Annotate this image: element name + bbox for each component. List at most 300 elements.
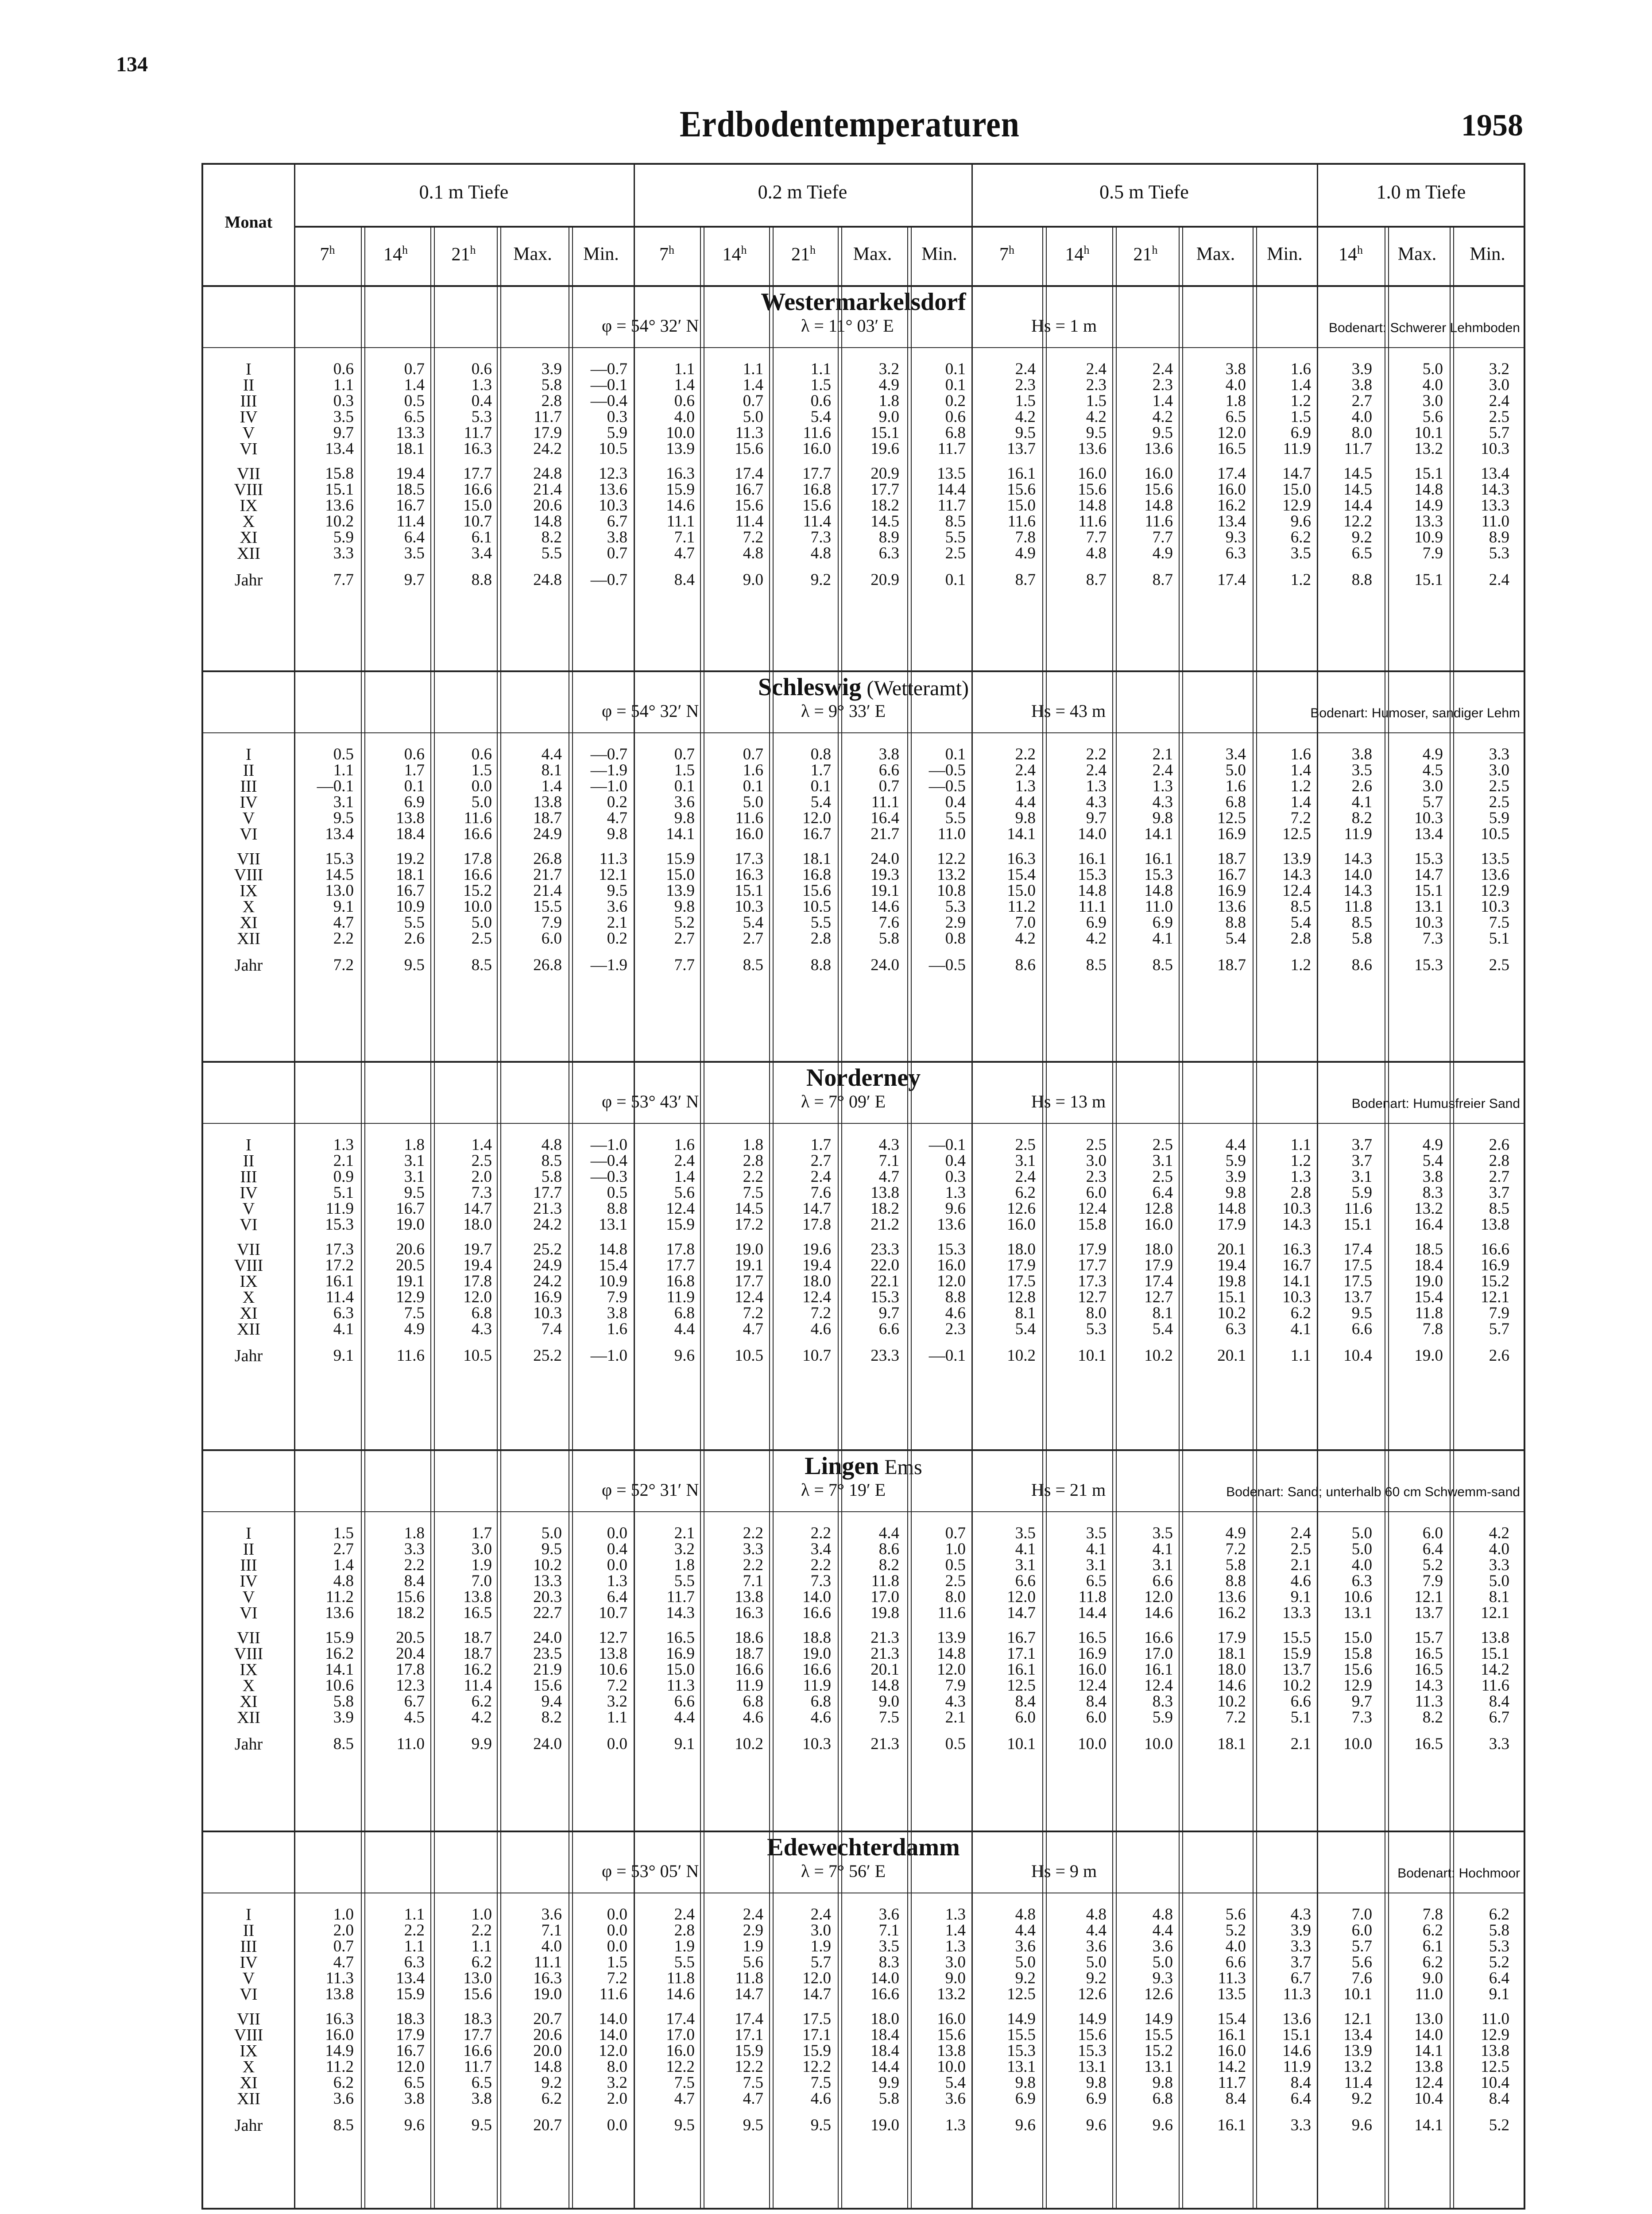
table-cell: 17.5: [1343, 1256, 1372, 1274]
table-cell: 2.5: [1152, 1136, 1173, 1154]
table-cell: 9.2: [541, 2074, 562, 2092]
table-cell: 2.3: [1086, 1168, 1106, 1186]
table-cell: 12.4: [1078, 1200, 1106, 1218]
table-cell: 1.5: [1015, 392, 1036, 410]
table-row: [203, 763, 1524, 778]
table-cell: 14.9: [325, 2042, 354, 2060]
table-cell: 4.6: [810, 2090, 831, 2108]
table-cell: 17.3: [325, 1240, 354, 1258]
table-cell: 9.5: [674, 2116, 695, 2134]
table-cell: 2.4: [1290, 1524, 1311, 1542]
table-cell: 6.8: [743, 1692, 763, 1711]
table-row: [203, 361, 1524, 377]
table-cell: 19.0: [533, 1985, 562, 2003]
table-cell: 11.1: [871, 793, 899, 811]
station-name: [203, 673, 1524, 701]
table-cell: 4.4: [541, 745, 562, 763]
table-cell: 2.5: [1086, 1136, 1106, 1154]
longitude: λ = 9° 33′ E: [801, 701, 886, 721]
table-cell: 15.6: [1007, 480, 1036, 499]
table-cell: 14.6: [666, 496, 695, 515]
table-cell: 6.2: [541, 2090, 562, 2108]
table-cell: 3.3: [1489, 1556, 1509, 1574]
station-name-text: Lingen: [805, 1452, 879, 1480]
table-cell: 24.8: [533, 464, 562, 483]
table-cell: 10.9: [1414, 528, 1443, 546]
table-cell: 3.6: [1152, 1937, 1173, 1955]
page-number: 134: [116, 53, 148, 76]
table-cell: 14.1: [666, 825, 695, 843]
table-cell: 6.8: [1225, 793, 1246, 811]
table-cell: 5.4: [945, 2074, 966, 2092]
table-cell: 0.7: [674, 745, 695, 763]
table-cell: 15.3: [1078, 2042, 1106, 2060]
table-row: [203, 1525, 1524, 1541]
table-cell: 10.0: [666, 424, 695, 442]
table-cell: 11.8: [1344, 898, 1372, 916]
table-row: [203, 1605, 1524, 1621]
table-row: [203, 794, 1524, 810]
table-cell: 8.8: [1351, 571, 1372, 589]
table-cell: 11.1: [1078, 898, 1106, 916]
table-cell: 16.0: [1144, 464, 1173, 483]
table-cell: 16.5: [666, 1629, 695, 1647]
table-cell: 15.2: [463, 882, 492, 900]
table-cell: 15.6: [1343, 1660, 1372, 1679]
table-cell: 5.9: [333, 528, 354, 546]
table-cell: 3.2: [1489, 360, 1509, 378]
table-row: [203, 1986, 1524, 2002]
depth-label: 0.1 m Tiefe: [419, 181, 509, 203]
table-cell: 17.7: [533, 1184, 562, 1202]
table-cell: 17.9: [1217, 1215, 1246, 1234]
table-cell: 0.6: [945, 408, 966, 426]
table-cell: 11.7: [1344, 440, 1372, 458]
table-cell: 5.8: [541, 376, 562, 394]
table-cell: 1.7: [471, 1524, 492, 1542]
month-label: I: [246, 745, 251, 764]
table-cell: 18.1: [802, 850, 831, 868]
table-cell: 16.7: [802, 825, 831, 843]
table-cell: 13.4: [1481, 464, 1509, 483]
table-cell: 4.7: [607, 809, 627, 827]
table-cell: 1.3: [1290, 1168, 1311, 1186]
table-cell: 4.2: [1015, 408, 1036, 426]
table-cell: 3.7: [1351, 1152, 1372, 1170]
table-row: [203, 1258, 1524, 1273]
table-cell: 14.3: [666, 1604, 695, 1622]
table-cell: 4.1: [1351, 793, 1372, 811]
table-cell: 16.2: [1217, 1604, 1246, 1622]
table-cell: 9.2: [1086, 1969, 1106, 1987]
table-cell: 15.6: [802, 496, 831, 515]
table-cell: 3.0: [1489, 761, 1509, 779]
table-cell: 1.4: [1290, 376, 1311, 394]
table-cell: 1.4: [404, 376, 425, 394]
table-cell: 15.4: [1414, 1288, 1443, 1306]
table-cell: 9.8: [1015, 809, 1036, 827]
table-cell: 16.3: [735, 1604, 763, 1622]
table-cell: 14.9: [1414, 496, 1443, 515]
table-cell: 16.3: [735, 866, 763, 884]
table-cell: 16.0: [1078, 464, 1106, 483]
table-cell: 5.8: [333, 1692, 354, 1711]
table-cell: 5.5: [810, 913, 831, 932]
table-cell: 11.4: [325, 1288, 354, 1306]
table-cell: 17.7: [870, 480, 899, 499]
table-cell: 0.0: [607, 1921, 627, 1939]
table-cell: 10.2: [1007, 1347, 1036, 1365]
table-row: [203, 1185, 1524, 1201]
table-cell: 13.2: [1343, 2058, 1372, 2076]
table-cell: 8.1: [1152, 1304, 1173, 1322]
month-label: VII: [237, 464, 260, 483]
table-cell: 13.8: [533, 793, 562, 811]
table-cell: 5.5: [541, 544, 562, 562]
table-cell: 17.8: [463, 850, 492, 868]
table-cell: 2.2: [404, 1556, 425, 1574]
table-cell: 6.9: [1152, 913, 1173, 932]
table-cell: 6.0: [1086, 1184, 1106, 1202]
table-cell: 8.8: [1225, 913, 1246, 932]
table-cell: 0.7: [878, 777, 899, 795]
table-cell: 6.8: [471, 1304, 492, 1322]
table-cell: 16.0: [735, 825, 763, 843]
table-cell: 4.0: [674, 408, 695, 426]
table-cell: 19.0: [1414, 1347, 1443, 1365]
table-cell: 10.1: [1078, 1347, 1106, 1365]
longitude: λ = 7° 19′ E: [801, 1480, 886, 1500]
table-cell: 3.0: [1489, 376, 1509, 394]
table-cell: 3.6: [1086, 1937, 1106, 1955]
table-cell: 10.3: [1481, 898, 1509, 916]
table-cell: 3.0: [1422, 777, 1443, 795]
group-divider: [294, 165, 295, 2208]
table-cell: 10.0: [1144, 1735, 1173, 1753]
table-cell: 14.1: [1282, 1272, 1311, 1290]
station-name: [203, 1452, 1524, 1480]
table-cell: 2.4: [743, 1905, 763, 1924]
table-cell: 3.8: [878, 745, 899, 763]
table-cell: 6.0: [541, 929, 562, 948]
table-cell: 17.4: [1217, 571, 1246, 589]
table-cell: 0.7: [607, 544, 627, 562]
table-cell: 8.2: [878, 1556, 899, 1574]
table-cell: 3.4: [1225, 745, 1246, 763]
table-cell: 4.2: [1152, 408, 1173, 426]
table-cell: 9.8: [607, 825, 627, 843]
table-cell: 6.4: [1489, 1969, 1509, 1987]
table-cell: —1.0: [590, 1347, 627, 1365]
table-cell: 1.1: [404, 1937, 425, 1955]
table-cell: 10.2: [1282, 1676, 1311, 1695]
table-cell: 11.0: [1481, 2010, 1509, 2028]
table-cell: 17.5: [1007, 1272, 1036, 1290]
table-cell: 2.4: [1015, 360, 1036, 378]
table-cell: 0.6: [471, 360, 492, 378]
table-cell: 14.7: [1282, 464, 1311, 483]
table-cell: 8.5: [1351, 913, 1372, 932]
table-cell: 11.1: [666, 512, 695, 530]
table-cell: 18.4: [1414, 1256, 1443, 1274]
table-cell: 12.5: [1282, 825, 1311, 843]
table-cell: —0.3: [590, 1168, 627, 1186]
table-cell: 10.3: [1282, 1200, 1311, 1218]
table-cell: 8.1: [1015, 1304, 1036, 1322]
table-cell: 4.3: [1152, 793, 1173, 811]
table-cell: 11.4: [464, 1676, 492, 1695]
table-cell: 9.2: [1351, 2090, 1372, 2108]
table-cell: 16.9: [1217, 825, 1246, 843]
table-cell: 17.0: [1144, 1645, 1173, 1663]
table-cell: 4.6: [743, 1708, 763, 1726]
table-cell: 17.4: [1343, 1240, 1372, 1258]
table-cell: 7.2: [607, 1676, 627, 1695]
table-cell: 16.8: [666, 1272, 695, 1290]
table-cell: 14.1: [1144, 825, 1173, 843]
table-cell: 20.1: [1217, 1347, 1246, 1365]
table-cell: 11.6: [803, 424, 831, 442]
table-cell: 15.0: [666, 866, 695, 884]
table-cell: 8.8: [945, 1288, 966, 1306]
month-label: XI: [240, 913, 258, 932]
table-cell: 5.3: [1086, 1320, 1106, 1338]
table-cell: 2.1: [607, 913, 627, 932]
table-cell: 16.1: [1078, 850, 1106, 868]
table-cell: 7.0: [471, 1572, 492, 1590]
table-cell: 6.9: [1086, 2090, 1106, 2108]
page-title: Erdbodentemperaturen: [680, 104, 1020, 145]
table-cell: 8.5: [1152, 956, 1173, 974]
table-cell: 2.7: [1489, 1168, 1509, 1186]
table-cell: 11.6: [1145, 512, 1173, 530]
table-cell: 5.9: [1351, 1184, 1372, 1202]
table-cell: 9.6: [1290, 512, 1311, 530]
table-cell: 15.1: [1282, 2026, 1311, 2044]
month-label: III: [240, 1168, 257, 1186]
table-cell: 13.3: [1282, 1604, 1311, 1622]
table-cell: 17.9: [1217, 1629, 1246, 1647]
table-cell: 4.7: [878, 1168, 899, 1186]
table-cell: 0.8: [945, 929, 966, 948]
table-cell: 0.6: [333, 360, 354, 378]
table-cell: 2.5: [471, 1152, 492, 1170]
table-cell: 14.8: [599, 1240, 627, 1258]
table-cell: 16.6: [1144, 1629, 1173, 1647]
table-cell: 1.0: [333, 1905, 354, 1924]
table-cell: 10.5: [599, 440, 627, 458]
table-cell: 17.8: [463, 1272, 492, 1290]
table-cell: 15.5: [533, 898, 562, 916]
table-cell: 18.0: [1217, 1660, 1246, 1679]
table-cell: 1.1: [1290, 1347, 1311, 1365]
table-cell: 3.0: [1422, 392, 1443, 410]
table-cell: 4.3: [1086, 793, 1106, 811]
table-cell: 6.2: [471, 1953, 492, 1971]
column-subheader: 14$^h$: [383, 244, 408, 265]
table-row: [203, 883, 1524, 899]
table-cell: 16.0: [937, 1256, 966, 1274]
table-cell: 9.5: [743, 2116, 763, 2134]
table-cell: 7.1: [674, 528, 695, 546]
table-cell: 15.4: [1007, 866, 1036, 884]
table-cell: 10.3: [802, 1735, 831, 1753]
table-cell: 13.1: [1343, 1604, 1372, 1622]
table-cell: 13.7: [1343, 1288, 1372, 1306]
table-cell: 2.9: [743, 1921, 763, 1939]
month-label: II: [243, 761, 255, 780]
table-cell: 5.0: [1351, 1524, 1372, 1542]
table-cell: 13.4: [1343, 2026, 1372, 2044]
table-cell: 6.9: [1015, 2090, 1036, 2108]
table-cell: 4.8: [810, 544, 831, 562]
table-cell: 5.0: [1489, 1572, 1509, 1590]
table-cell: 6.5: [404, 408, 425, 426]
table-cell: 2.2: [1086, 745, 1106, 763]
table-cell: 9.8: [674, 809, 695, 827]
table-cell: 6.3: [1225, 544, 1246, 562]
table-cell: 10.2: [325, 512, 354, 530]
table-cell: 19.4: [463, 1256, 492, 1274]
table-cell: 16.9: [1217, 882, 1246, 900]
table-cell: 5.4: [1422, 1152, 1443, 1170]
column-subheader: Min.: [1470, 244, 1505, 264]
table-cell: 2.2: [743, 1168, 763, 1186]
column-divider: [1179, 226, 1183, 2208]
table-cell: 8.3: [1152, 1692, 1173, 1711]
table-cell: 15.6: [802, 882, 831, 900]
table-cell: 0.0: [607, 1937, 627, 1955]
table-cell: 2.8: [1290, 1184, 1311, 1202]
table-cell: 6.2: [1422, 1921, 1443, 1939]
table-cell: 6.2: [1290, 1304, 1311, 1322]
table-cell: 18.2: [870, 1200, 899, 1218]
table-cell: 7.6: [810, 1184, 831, 1202]
table-cell: —0.1: [317, 777, 354, 795]
table-cell: 2.5: [471, 929, 492, 948]
table-cell: 24.2: [533, 1272, 562, 1290]
table-cell: 14.4: [1078, 1604, 1106, 1622]
table-cell: 4.9: [878, 376, 899, 394]
table-cell: 13.3: [396, 424, 425, 442]
table-cell: 2.5: [945, 1572, 966, 1590]
table-cell: 2.5: [1489, 777, 1509, 795]
month-label: VIII: [234, 480, 263, 499]
latitude: φ = 52° 31′ N: [602, 1480, 699, 1500]
table-cell: 4.0: [1225, 1937, 1246, 1955]
table-cell: 14.4: [937, 480, 966, 499]
table-cell: 4.2: [471, 1708, 492, 1726]
table-cell: 1.3: [945, 1937, 966, 1955]
table-cell: 13.5: [1217, 1985, 1246, 2003]
table-cell: 0.1: [743, 777, 763, 795]
table-cell: 13.8: [1414, 2058, 1443, 2076]
table-cell: 13.4: [325, 440, 354, 458]
table-cell: 0.7: [743, 745, 763, 763]
table-cell: 16.2: [463, 1660, 492, 1679]
month-label: VI: [240, 1985, 258, 2004]
table-cell: 15.6: [735, 496, 763, 515]
table-cell: 13.1: [599, 1215, 627, 1234]
table-cell: 3.7: [1290, 1953, 1311, 1971]
table-cell: 11.6: [1481, 1676, 1509, 1695]
table-cell: 8.4: [1489, 2090, 1509, 2108]
column-subheader: Max.: [513, 244, 552, 264]
table-cell: 2.5: [1152, 1168, 1173, 1186]
table-cell: 6.3: [333, 1304, 354, 1322]
table-cell: 4.8: [541, 1136, 562, 1154]
table-cell: 10.2: [1217, 1692, 1246, 1711]
table-cell: 8.6: [878, 1540, 899, 1558]
table-cell: 11.4: [1344, 2074, 1372, 2092]
table-cell: 2.5: [1489, 793, 1509, 811]
table-cell: 3.8: [1351, 376, 1372, 394]
table-cell: 9.0: [945, 1969, 966, 1987]
column-subheader: 7$^h$: [320, 244, 335, 265]
table-cell: 1.6: [1225, 777, 1246, 795]
table-cell: 16.6: [463, 480, 492, 499]
month-label: Jahr: [234, 1347, 263, 1365]
station-header-line: [203, 1511, 1524, 1512]
table-cell: 0.1: [945, 376, 966, 394]
table-cell: 9.5: [607, 882, 627, 900]
month-label: XII: [237, 929, 260, 948]
table-cell: 24.8: [533, 571, 562, 589]
station-height: Hs = 1 m: [1031, 316, 1097, 336]
table-cell: 12.9: [396, 1288, 425, 1306]
table-cell: 14.7: [802, 1200, 831, 1218]
table-cell: 16.0: [1078, 1660, 1106, 1679]
table-cell: 13.3: [1414, 512, 1443, 530]
table-cell: 2.3: [1152, 376, 1173, 394]
table-cell: 15.1: [325, 480, 354, 499]
table-cell: 15.9: [666, 480, 695, 499]
station-height: Hs = 43 m: [1031, 701, 1106, 721]
table-cell: 16.5: [1078, 1629, 1106, 1647]
table-cell: 1.2: [1290, 956, 1311, 974]
table-cell: 4.7: [743, 2090, 763, 2108]
table-cell: 15.5: [1282, 1629, 1311, 1647]
table-cell: 3.0: [471, 1540, 492, 1558]
table-cell: 5.0: [1351, 1540, 1372, 1558]
table-cell: 12.8: [1144, 1200, 1173, 1218]
table-cell: 24.0: [533, 1629, 562, 1647]
table-cell: 9.0: [878, 1692, 899, 1711]
table-cell: 11.8: [871, 1572, 899, 1590]
table-row: [203, 747, 1524, 763]
table-cell: 9.5: [333, 809, 354, 827]
table-cell: 18.1: [396, 440, 425, 458]
table-cell: 3.9: [1351, 360, 1372, 378]
table-cell: 9.5: [1152, 424, 1173, 442]
table-cell: 4.0: [1489, 1540, 1509, 1558]
table-cell: 13.3: [1481, 496, 1509, 515]
table-cell: 13.6: [599, 480, 627, 499]
table-cell: 1.0: [471, 1905, 492, 1924]
table-cell: 3.9: [1290, 1921, 1311, 1939]
table-cell: 10.4: [1414, 2090, 1443, 2108]
table-cell: 10.6: [599, 1660, 627, 1679]
table-cell: 13.1: [1078, 2058, 1106, 2076]
table-cell: 2.3: [945, 1320, 966, 1338]
station-height: Hs = 21 m: [1031, 1480, 1106, 1500]
table-cell: 18.5: [396, 480, 425, 499]
table-cell: 10.6: [1343, 1588, 1372, 1606]
table-cell: 12.4: [1144, 1676, 1173, 1695]
table-cell: 4.3: [1290, 1905, 1311, 1924]
table-cell: 10.7: [599, 1604, 627, 1622]
table-cell: 13.4: [325, 825, 354, 843]
